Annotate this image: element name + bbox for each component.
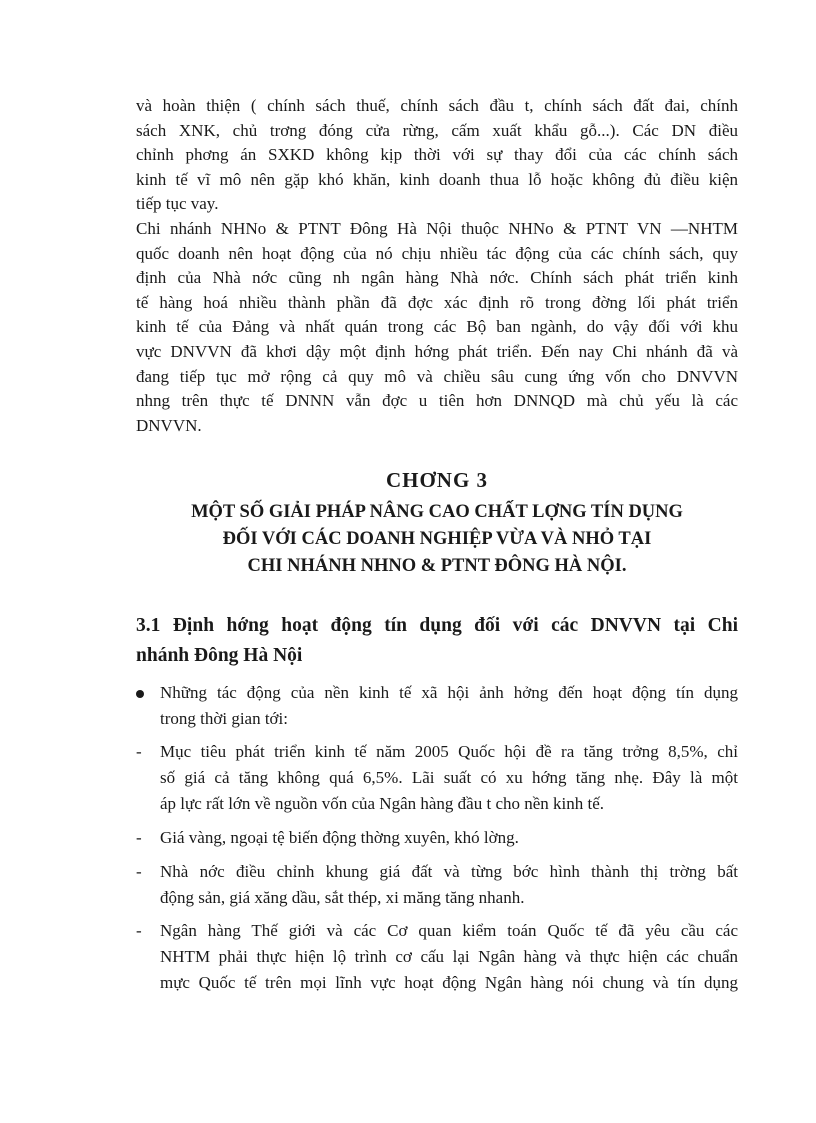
paragraph-line: tế hàng hoá nhiều thành phần đã đợc xác định rõ trong đờng lối phát triển (136, 292, 738, 312)
dash-marker: - (136, 862, 142, 881)
item-line: Giá vàng, ngoại tệ biến động thờng xuyên, khó lờng. (160, 828, 519, 847)
chapter-title: CHƠNG 3 (385, 468, 489, 492)
item-line: số giá cả tăng không quá 6,5%. Lãi suất có xu hớng tăng nhẹ. Đây là một (160, 768, 738, 787)
paragraph-line: và hoàn thiện ( chính sách thuế, chính sách đầu t, chính sách đất đai, chính (136, 96, 738, 115)
heading-line: ĐỐI VỚI CÁC DOANH NGHIỆP VỪA VÀ NHỎ TẠI (222, 529, 652, 549)
paragraph-line: định của Nhà nớc cũng nh ngân hàng Nhà nớc. Chính sách phát triển kinh (136, 268, 738, 288)
paragraph-line: quốc doanh nên hoạt động của nó chịu nhiều tác động của các chính sách, quy (136, 243, 738, 263)
paragraph-line: Chi nhánh NHNo & PTNT Đông Hà Nội thuộc NHNo & PTNT VN —NHTM (136, 219, 738, 238)
paragraph-line: sách XNK, chủ trơng đóng cửa rừng, cấm xuất khẩu gỗ...). Các DN điều (136, 120, 738, 140)
item-line: Nhà nớc điều chỉnh khung giá đất và từng bớc hình thành thị trờng bất (160, 862, 738, 881)
item-line: Mục tiêu phát triển kinh tế năm 2005 Quốc hội đề ra tăng trởng 8,5%, chỉ (160, 742, 738, 761)
section-line: 3.1 Định hớng hoạt động tín dụng đối với các DNVVN tại Chi (136, 615, 738, 636)
item-line: NHTM phải thực hiện lộ trình cơ cấu lại Ngân hàng và thực hiện các chuẩn (160, 947, 738, 966)
paragraph-line: nhng trên thực tế DNNN vẫn đợc u tiên hơn DNNQD mà chủ yếu là các (136, 391, 738, 411)
paragraph-line: vực DNVVN đã khơi dậy một định hớng phát triển. Đến nay Chi nhánh đã và (136, 341, 738, 361)
paragraph-line: kinh tế của Đảng và nhất quán trong các Bộ ban ngành, do vậy đối với khu (136, 317, 738, 337)
item-line: Ngân hàng Thế giới và các Cơ quan kiểm toán Quốc tế đã yêu cầu các (160, 921, 738, 940)
paragraph-2 (136, 217, 738, 438)
dash-marker: - (136, 742, 142, 761)
item-line: Những tác động của nền kinh tế xã hội ảnh hởng đến hoạt động tín dụng (160, 683, 738, 702)
item-line: trong thời gian tới: (160, 709, 288, 728)
paragraph-line: đang tiếp tục mở rộng cả quy mô và chiều sâu cung ứng vốn cho DNVVN (136, 366, 738, 386)
chapter-heading (136, 499, 738, 580)
bullet-dot-icon (136, 680, 152, 706)
item-line: mực Quốc tế trên mọi lĩnh vực hoạt động Ngân hàng nói chung và tín dụng (160, 973, 738, 992)
heading-line: CHI NHÁNH NHNO & PTNT ĐÔNG HÀ NỘI. (247, 556, 627, 576)
section-heading (136, 611, 738, 671)
paragraph-line: chỉnh phơng án SXKD không kịp thời với sự thay đổi của các chính sách (136, 145, 738, 165)
item-line: áp lực rất lớn về nguồn vốn của Ngân hàng đầu t cho nền kinh tế. (160, 794, 605, 813)
paragraph-line: tiếp tục vay. (136, 194, 219, 214)
heading-line: MỘT SỐ GIẢI PHÁP NÂNG CAO CHẤT LỢNG TÍN DỤNG (191, 502, 683, 522)
paragraph-line: kinh tế vĩ mô nên gặp khó khăn, kinh doanh thua lỗ hoặc không đủ điều kiện (136, 169, 738, 189)
dash-marker: - (136, 828, 142, 847)
paragraph-line: DNVVN. (136, 415, 202, 435)
dash-marker: - (136, 921, 142, 940)
section-line: nhánh Đông Hà Nội (136, 645, 303, 666)
item-line: động sản, giá xăng dầu, sắt thép, xi măng tăng nhanh. (160, 888, 525, 907)
paragraph-1 (136, 94, 738, 217)
